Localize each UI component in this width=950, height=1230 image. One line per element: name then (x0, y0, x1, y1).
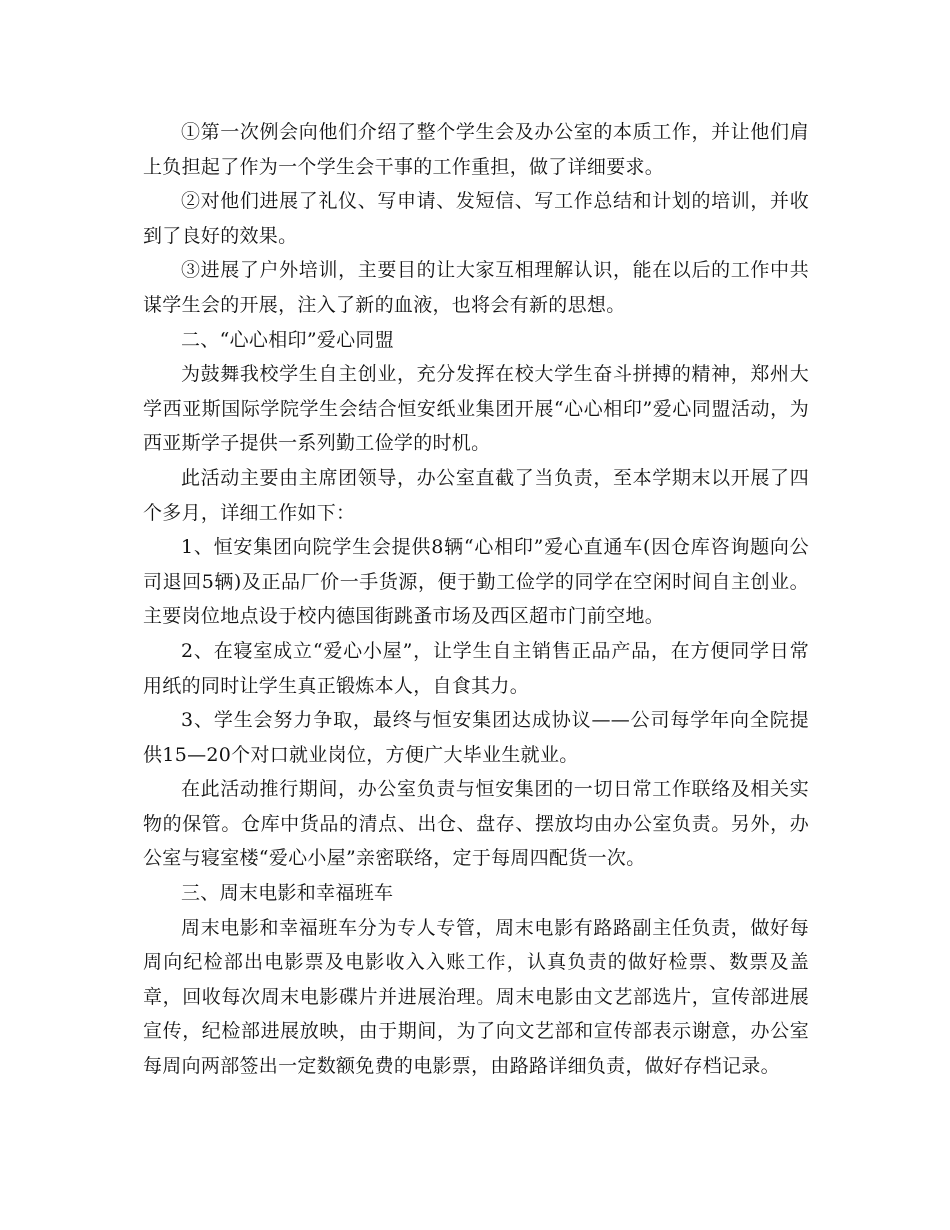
paragraph-alliance-intro: 为鼓舞我校学生自主创业，充分发挥在校大学生奋斗拼搏的精神，郑州大学西亚斯国际学院学生会结合恒安纸业集团开展“心心相印”爱心同盟活动，为西亚斯学子提供一系列勤工俭学的时机。 (143, 363, 809, 455)
paragraph-meeting-intro: ①第一次例会向他们介绍了整个学生会及办公室的本质工作，并让他们肩上负担起了作为一个学生会干事的工作重担，做了详细要求。 (143, 121, 809, 178)
paragraph-alliance-management: 此活动主要由主席团领导，办公室直截了当负责，至本学期末以开展了四个多月，详细工作如下： (143, 466, 809, 524)
paragraph-item-3: 3、学生会努力争取，最终与恒安集团达成协议——公司每学年向全院提供15—20个对口就业岗位，方便广大毕业生就业。 (143, 709, 809, 766)
document-body (143, 115, 809, 1084)
paragraph-weekend-movie: 周末电影和幸福班车分为专人专管，周末电影有路路副主任负责，做好每周向纪检部出电影票及电影收入入账工作，认真负责的做好检票、数票及盖章，回收每次周末电影碟片并进展治理。周末电影由文艺部选片，宣传部进展宣传，纪检部进展放映，由于期间，为了向文艺部和宣传部表示谢意，办公室每周向两部签出一定数额免费的电影票，由路路详细负责，做好存档记录。 (143, 916, 809, 1078)
paragraph-outdoor-training: ③进展了户外培训，主要目的让大家互相理解认识，能在以后的工作中共谋学生会的开展，注入了新的血液，也将会有新的思想。 (143, 259, 809, 316)
paragraph-item-2: 2、在寝室成立“爱心小屋”，让学生自主销售正品产品，在方便同学日常用纸的同时让学生真正锻炼本人，自食其力。 (143, 639, 809, 697)
paragraph-training: ②对他们进展了礼仪、写申请、发短信、写工作总结和计划的培训，并收到了良好的效果。 (143, 190, 809, 247)
section-heading-weekend-movie: 三、周末电影和幸福班车 (181, 882, 394, 905)
paragraph-item-1: 1、恒安集团向院学生会提供8辆“心相印”爱心直通车(因仓库咨询题向公司退回5辆)及正品厂价一手货源，便于勤工俭学的同学在空闲时间自主创业。主要岗位地点设于校内德国街跳蚤市场及西区超市门前空地。 (143, 536, 809, 628)
paragraph-office-duties: 在此活动推行期间，办公室负责与恒安集团的一切日常工作联络及相关实物的保管。仓库中货品的清点、出仓、盘存、摆放均由办公室负责。另外，办公室与寝室楼“爱心小屋”亲密联络，定于每周四配货一次。 (143, 778, 809, 870)
section-heading-love-alliance: 二、“心心相印”爱心同盟 (181, 328, 395, 351)
